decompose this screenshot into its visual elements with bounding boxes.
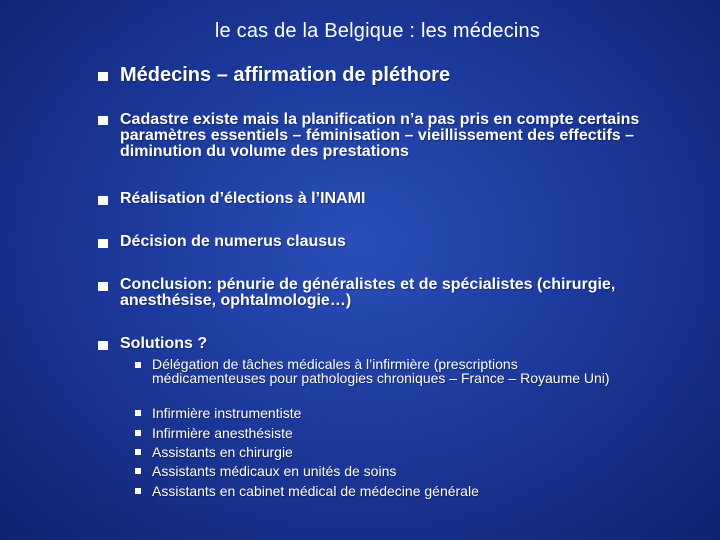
bullet-solutions: Solutions ? bbox=[120, 335, 208, 352]
sub-bullet-anesthesiste: Infirmière anesthésiste bbox=[152, 425, 293, 441]
bullet-medecins: Médecins – affirmation de pléthore bbox=[120, 64, 451, 86]
sub-bullet-marker bbox=[135, 362, 141, 368]
sub-bullet-delegation: Délégation de tâches médicales à l’infirmière (prescriptions médicamenteuses pour pathologies chroniques – France – Royaume Uni) bbox=[152, 356, 610, 386]
sub-bullet-instrumentiste: Infirmière instrumentiste bbox=[152, 405, 302, 421]
bullet-marker bbox=[98, 196, 108, 205]
sub-bullet-marker bbox=[135, 410, 141, 416]
bullet-cadastre: Cadastre existe mais la planification n’a pas pris en compte certains paramètres essentiels – féminisation – vieillissement des effectifs – diminution du volume des prestations bbox=[120, 111, 640, 160]
bullet-elections: Réalisation d’élections à l’INAMI bbox=[120, 190, 366, 207]
sub-bullet-marker bbox=[135, 449, 141, 455]
sub-bullet-chirurgie: Assistants en chirurgie bbox=[152, 444, 293, 460]
bullet-marker bbox=[98, 116, 108, 125]
bullet-marker bbox=[98, 72, 108, 81]
bullet-marker bbox=[98, 282, 108, 291]
bullet-numerus-clausus: Décision de numerus clausus bbox=[120, 233, 346, 250]
bullet-marker bbox=[98, 239, 108, 248]
bullet-conclusion: Conclusion: pénurie de généralistes et de spécialistes (chirurgie, anesthésise, ophtalmologie…) bbox=[120, 276, 616, 309]
slide-title: le cas de la Belgique : les médecins bbox=[214, 20, 541, 42]
sub-bullet-marker bbox=[135, 488, 141, 494]
sub-bullet-cabinet-medical: Assistants en cabinet médical de médecine générale bbox=[152, 483, 479, 499]
bullet-marker bbox=[98, 341, 108, 350]
sub-bullet-unites-soins: Assistants médicaux en unités de soins bbox=[152, 463, 397, 479]
sub-bullet-marker bbox=[135, 430, 141, 436]
sub-bullet-marker bbox=[135, 468, 141, 474]
